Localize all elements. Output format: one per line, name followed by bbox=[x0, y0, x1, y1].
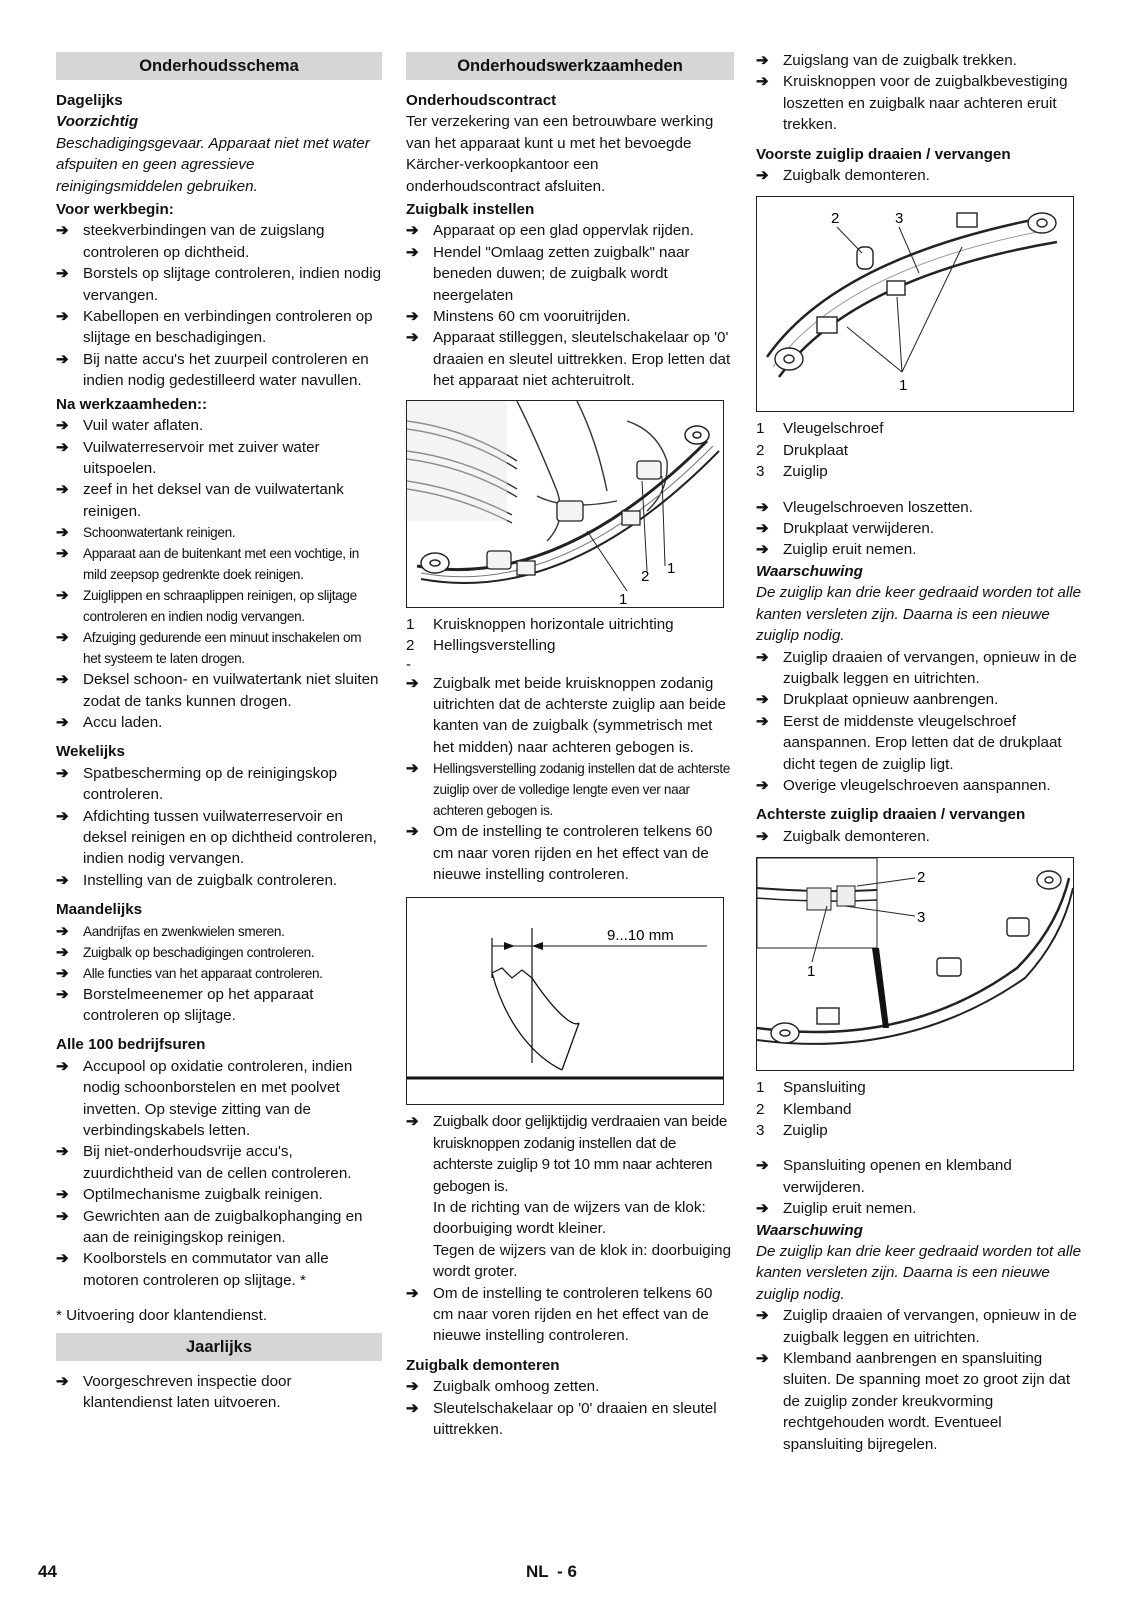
sub-page-number: - 6 bbox=[557, 1562, 577, 1581]
list-item: ➔ Deksel schoon- en vuilwatertank niet sluiten zodat de tanks kunnen drogen. bbox=[56, 669, 382, 712]
front-list-2 bbox=[756, 647, 1082, 797]
page-number: 44 bbox=[38, 1562, 57, 1581]
figure-squeegee-adjustment bbox=[406, 400, 724, 608]
rear-pre-list bbox=[756, 826, 1082, 847]
column-maintenance-work bbox=[406, 52, 734, 1440]
list-item: ➔ Zuigslang van de zuigbalk trekken. bbox=[756, 50, 1082, 71]
list-item: ➔ Koolborstels en commutator van alle motoren controleren op slijtage. * bbox=[56, 1248, 382, 1291]
footnote: * Uitvoering door klantendienst. bbox=[56, 1307, 268, 1325]
warning2-text: De zuiglip kan drie keer gedraaid worden tot alle kanten versleten zijn. Daarna is een nieuwe zuiglip nodig. bbox=[756, 1243, 1082, 1303]
section-header-maintenance-schedule: Onderhoudsschema bbox=[56, 52, 382, 80]
list-item: ➔ Schoonwatertank reinigen. bbox=[56, 522, 382, 543]
weekly-title: Wekelijks bbox=[56, 743, 125, 761]
list-item: ➔ Vleugelschroeven loszetten. bbox=[756, 497, 1082, 518]
remove-title: Zuigbalk demonteren bbox=[406, 1356, 560, 1374]
list-item: ➔ Drukplaat verwijderen. bbox=[756, 518, 1082, 539]
rear-list bbox=[756, 1155, 1082, 1219]
daily-title: Dagelijks bbox=[56, 92, 123, 109]
list-item: ➔ Apparaat aan de buitenkant met een vochtige, in mild zeepsop gedrenkte doek reinigen. bbox=[56, 543, 382, 585]
before-work-list bbox=[56, 220, 382, 391]
list-item: ➔ Om de instelling te controleren telkens 60 cm naar voren rijden en het effect van de nieuwe instelling controleren. bbox=[406, 1283, 734, 1347]
fig3-legend-row: 3 Zuiglip bbox=[756, 463, 828, 481]
monthly-list bbox=[56, 921, 382, 1027]
check-list bbox=[406, 1283, 734, 1347]
language-code: NL bbox=[526, 1562, 549, 1581]
column-maintenance-schedule bbox=[56, 52, 382, 1414]
list-item: ➔ Voorgeschreven inspectie door klantendienst laten uitvoeren. bbox=[56, 1371, 382, 1414]
fig3-callout-2: 2 bbox=[831, 210, 840, 228]
squeegee-bend-illustration bbox=[407, 898, 723, 1104]
top-list bbox=[756, 50, 1082, 136]
list-item: ➔ Eerst de middenste vleugelschroef aanspannen. Erop letten dat de drukplaat dicht tegen de zuiglip ligt. bbox=[756, 711, 1082, 775]
list-item: ➔ Afdichting tussen vuilwaterreservoir en deksel reinigen en op dichtheid controleren, indien nodig vervangen. bbox=[56, 806, 382, 870]
list-item: ➔ Zuiglippen en schraaplippen reinigen, op slijtage controleren en indien nodig vervangen. bbox=[56, 585, 382, 627]
list-item: ➔ Minstens 60 cm vooruitrijden. bbox=[406, 306, 734, 327]
list-item: ➔ Overige vleugelschroeven aanspannen. bbox=[756, 775, 1082, 796]
fig3-callout-1: 1 bbox=[899, 377, 908, 395]
setting-title: Zuigbalk instellen bbox=[406, 201, 535, 219]
fig4-callout-2: 2 bbox=[917, 869, 926, 887]
hours100-title: Alle 100 bedrijfsuren bbox=[56, 1036, 206, 1054]
list-item: ➔ Instelling van de zuigbalk controleren. bbox=[56, 870, 382, 891]
turn-sub-counterclockwise: Tegen de wijzers van de klok in: doorbuiging wordt groter. bbox=[433, 1241, 732, 1281]
column-squeegee-lips bbox=[756, 50, 1082, 1455]
list-item: ➔ Borstels op slijtage controleren, indien nodig vervangen. bbox=[56, 263, 382, 306]
caution-text: Beschadigingsgevaar. Apparaat niet met water afspuiten en geen agressieve reinigingsmiddelen gebruiken. bbox=[56, 134, 370, 195]
list-item: ➔ Klemband aanbrengen en spansluiting sluiten. De spanning moet zo groot zijn dat de zuiglip zonder kreukvorming rechtgehouden wordt. Eventueel spansluiting bijregelen. bbox=[756, 1348, 1082, 1455]
fig1-legend-row: 2 Hellingsverstelling bbox=[406, 637, 556, 655]
yearly-list bbox=[56, 1371, 382, 1414]
warning-title: Waarschuwing bbox=[756, 562, 863, 580]
figure-front-lip bbox=[756, 196, 1074, 412]
rear-lip-title: Achterste zuiglip draaien / vervangen bbox=[756, 806, 1026, 824]
dash: - bbox=[406, 655, 412, 673]
list-item: ➔ steekverbindingen van de zuigslang controleren op dichtheid. bbox=[56, 220, 382, 263]
fig4-legend-row: 3 Zuiglip bbox=[756, 1121, 828, 1139]
before-work-title: Voor werkbegin: bbox=[56, 201, 174, 219]
warning2-title: Waarschuwing bbox=[756, 1221, 863, 1239]
contract-title: Onderhoudscontract bbox=[406, 92, 557, 109]
adjust-list bbox=[406, 673, 734, 886]
fig1-legend-row: 1 Kruisknoppen horizontale uitrichting bbox=[406, 615, 674, 633]
list-item: ➔ Hendel "Omlaag zetten zuigbalk" naar beneden duwen; de zuigbalk wordt neergelaten bbox=[406, 242, 734, 306]
list-item: ➔ Hellingsverstelling zodanig instellen dat de achterste zuiglip over de volledige lengte even ver naar achteren gebogen is. bbox=[406, 758, 734, 821]
fig4-callout-1: 1 bbox=[807, 963, 816, 981]
list-item: ➔ Zuiglip draaien of vervangen, opnieuw in de zuigbalk leggen en uitrichten. bbox=[756, 647, 1082, 690]
squeegee-adjustment-illustration bbox=[407, 401, 723, 607]
list-item: ➔ Apparaat op een glad oppervlak rijden. bbox=[406, 220, 734, 241]
front-lip-illustration bbox=[757, 197, 1073, 411]
list-item: ➔ Zuigbalk demonteren. bbox=[756, 165, 1082, 186]
fig1-callout-1: 1 bbox=[619, 590, 628, 607]
fig3-legend-row: 2 Drukplaat bbox=[756, 441, 848, 459]
list-item: ➔ Vuilwaterreservoir met zuiver water uitspoelen. bbox=[56, 437, 382, 480]
list-item: ➔ Spansluiting openen en klemband verwijderen. bbox=[756, 1155, 1082, 1198]
fig3-callout-3: 3 bbox=[895, 210, 904, 228]
front-lip-title: Voorste zuiglip draaien / vervangen bbox=[756, 145, 1011, 163]
list-item: ➔ Accu laden. bbox=[56, 712, 382, 733]
monthly-title: Maandelijks bbox=[56, 901, 143, 919]
list-item: ➔ Zuigbalk op beschadigingen controleren. bbox=[56, 942, 382, 963]
remove-list bbox=[406, 1376, 734, 1440]
list-item: ➔ Accupool op oxidatie controleren, indien nodig schoonborstelen en met poolvet invetten. Op stevige zitting van de verbindingskabels letten. bbox=[56, 1056, 382, 1142]
setting-list bbox=[406, 220, 734, 391]
turn-list bbox=[406, 1111, 734, 1197]
list-item: ➔ Bij niet-onderhoudsvrije accu's, zuurdichtheid van de cellen controleren. bbox=[56, 1141, 382, 1184]
list-item: ➔ Sleutelschakelaar op '0' draaien en sleutel uittrekken. bbox=[406, 1398, 734, 1441]
rear-lip-illustration bbox=[757, 858, 1073, 1070]
rear-list-2 bbox=[756, 1305, 1082, 1455]
front-list bbox=[756, 497, 1082, 561]
list-item: ➔ Optilmechanisme zuigbalk reinigen. bbox=[56, 1184, 382, 1205]
list-item: ➔ Kabellopen en verbindingen controleren op slijtage en beschadigingen. bbox=[56, 306, 382, 349]
footer-language-page bbox=[526, 1562, 577, 1582]
weekly-list bbox=[56, 763, 382, 891]
list-item: ➔ Apparaat stilleggen, sleutelschakelaar op '0' draaien en sleutel uittrekken. Erop letten dat het apparaat niet achteruitrolt. bbox=[406, 327, 734, 391]
list-item: ➔ Borstelmeenemer op het apparaat controleren op slijtage. bbox=[56, 984, 382, 1027]
list-item: ➔ Kruisknoppen voor de zuigbalkbevestiging loszetten en zuigbalk naar achteren eruit trekken. bbox=[756, 71, 1082, 135]
front-pre-list bbox=[756, 165, 1082, 186]
list-item: ➔ Zuiglip draaien of vervangen, opnieuw in de zuigbalk leggen en uitrichten. bbox=[756, 1305, 1082, 1348]
figure-rear-lip bbox=[756, 857, 1074, 1071]
warning-text: De zuiglip kan drie keer gedraaid worden tot alle kanten versleten zijn. Daarna is een nieuwe zuiglip nodig. bbox=[756, 584, 1082, 645]
caution-title: Voorzichtig bbox=[56, 113, 139, 131]
list-item: ➔ Vuil water aflaten. bbox=[56, 415, 382, 436]
turn-sub-clockwise: In de richting van de wijzers van de klok: doorbuiging wordt kleiner. bbox=[433, 1198, 706, 1238]
figure-squeegee-bend bbox=[406, 897, 724, 1105]
list-item: ➔ zeef in het deksel van de vuilwatertank reinigen. bbox=[56, 479, 382, 522]
fig1-callout-1b: 1 bbox=[667, 559, 676, 577]
section-header-yearly: Jaarlijks bbox=[56, 1333, 382, 1361]
list-item: ➔ Zuiglip eruit nemen. bbox=[756, 1198, 1082, 1219]
fig4-callout-3: 3 bbox=[917, 909, 926, 927]
list-item: ➔ Bij natte accu's het zuurpeil controleren en indien nodig gedestilleerd water navullen. bbox=[56, 349, 382, 392]
after-work-title: Na werkzaamheden:: bbox=[56, 395, 208, 413]
section-header-maintenance-work: Onderhoudswerkzaamheden bbox=[406, 52, 734, 80]
list-item: ➔ Zuigbalk demonteren. bbox=[756, 826, 1082, 847]
list-item: ➔ Aandrijfas en zwenkwielen smeren. bbox=[56, 921, 382, 942]
list-item: ➔ Afzuiging gedurende een minuut inschakelen om het systeem te laten drogen. bbox=[56, 627, 382, 669]
list-item: ➔ Gewrichten aan de zuigbalkophanging en aan de reinigingskop reinigen. bbox=[56, 1206, 382, 1249]
list-item: ➔ Alle functies van het apparaat controleren. bbox=[56, 963, 382, 984]
list-item: ➔ Zuiglip eruit nemen. bbox=[756, 539, 1082, 560]
list-item: ➔ Zuigbalk met beide kruisknoppen zodanig uitrichten dat de achterste zuiglip aan beide kanten van de zuigbalk (symmetrisch met het midden) naar achteren gebogen is. bbox=[406, 673, 734, 759]
list-item: ➔ Zuigbalk door gelijktijdig verdraaien van beide kruisknoppen zodanig instellen dat de achterste zuiglip 9 tot 10 mm naar achteren gebogen is. bbox=[406, 1111, 734, 1197]
contract-text: Ter verzekering van een betrouwbare werking van het apparaat kunt u met het bevoegde Kärcher-verkoopkantoor een onderhoudscontract afsluiten. bbox=[406, 113, 714, 195]
fig1-callout-2: 2 bbox=[641, 567, 650, 585]
list-item: ➔ Zuigbalk omhoog zetten. bbox=[406, 1376, 734, 1397]
fig4-legend-row: 2 Klemband bbox=[756, 1100, 852, 1118]
after-work-list bbox=[56, 415, 382, 733]
list-item: ➔ Om de instelling te controleren telkens 60 cm naar voren rijden en het effect van de nieuwe instelling controleren. bbox=[406, 821, 734, 885]
fig2-measure-label: 9...10 mm bbox=[607, 927, 674, 945]
fig4-legend-row: 1 Spansluiting bbox=[756, 1079, 866, 1097]
list-item: ➔ Spatbescherming op de reinigingskop controleren. bbox=[56, 763, 382, 806]
hours100-list bbox=[56, 1056, 382, 1291]
fig3-legend-row: 1 Vleugelschroef bbox=[756, 420, 884, 438]
list-item: ➔ Drukplaat opnieuw aanbrengen. bbox=[756, 689, 1082, 710]
